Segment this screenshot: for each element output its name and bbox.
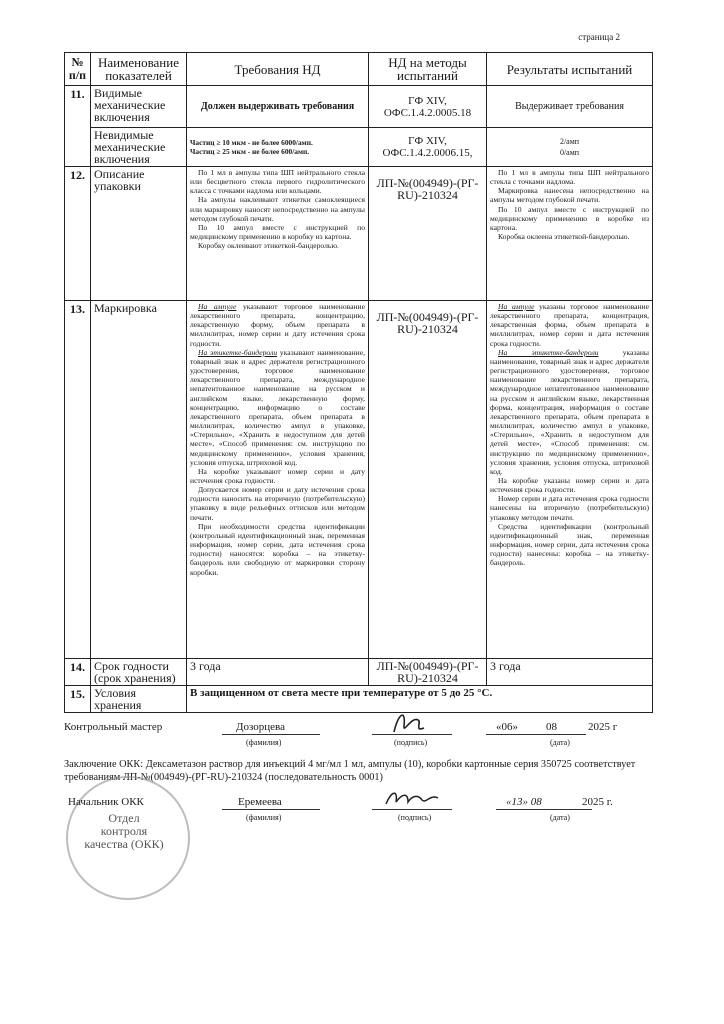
row-method: ГФ XIV, ОФС.1.4.2.0005.18: [369, 86, 487, 128]
row-name: Маркировка: [91, 301, 187, 659]
req-lead: На этикетке-бандероли: [198, 347, 278, 357]
req-lead: На ампуле: [198, 302, 237, 311]
res-paragraph: указаны наименование, товарный знак и адрес держателя регистрационного удостоверения, торговое наименование лекарственного препарата, международное непатентованное наименование на русском и английском языке, лекарственная форма, концентрация, информация о составе лекарственного препарата, объем препарата в миллилитрах, количество ампул в упаковке, «Стерильно», «Хранить в недоступном для детей месте», «Способ применения: см. инструкцию по медицинскому применению», условия хранения, условия отпуска, штриховой код.: [490, 347, 649, 476]
row-name: Видимые механические включения: [91, 86, 187, 128]
req-paragraph: По 1 мл в ампулы типа ШП нейтрального стекла или бесцветного стекла первого гидролитического класса с точками надлома или кольцами.: [190, 168, 365, 196]
control-master-name: Дозорцева: [236, 721, 285, 733]
table-row: [65, 86, 653, 128]
table-row: [65, 128, 653, 167]
date-day: «06»: [496, 721, 518, 733]
date-caption: (дата): [550, 738, 570, 747]
row-name: Описание упаковки: [91, 167, 187, 301]
row-num: 12.: [65, 167, 91, 301]
results-table: [64, 52, 653, 713]
row-num: 13.: [65, 301, 91, 659]
req-paragraph: Коробку оклеивают этикеткой-бандеролью.: [198, 241, 339, 251]
table-row: [65, 686, 653, 713]
date-caption: (дата): [550, 813, 570, 822]
res-lead: На этикетке-бандероли: [498, 347, 599, 357]
row-name: Невидимые механические включения: [91, 128, 187, 167]
sign-caption: (подпись): [394, 738, 428, 747]
row-num: 11.: [65, 86, 91, 167]
control-master-label: Контрольный мастер: [64, 721, 163, 733]
name-caption: (фамилия): [246, 813, 282, 822]
row-method: ГФ XIV, ОФС.1.4.2.0006.15,: [369, 128, 487, 167]
res-paragraph: По 10 ампул вместе с инструкцией по медицинскому применению в коробке из картона.: [490, 204, 649, 232]
req-paragraph: По 10 ампул вместе с инструкцией по медицинскому применению в коробку из картона.: [190, 222, 365, 242]
res-paragraph: По 1 мл в ампулы типа ШП нейтрального стекла с точками надлома.: [490, 168, 649, 187]
res-paragraph: указаны торговое наименование лекарственного препарата, концентрация, лекарственная форма, объем препарата в миллилитрах, номер серии и дата истечения срока годности.: [490, 302, 649, 348]
res-paragraph: Коробка оклеена этикеткой-бандеролью.: [498, 232, 630, 242]
head-okk-year: 2025 г.: [582, 796, 613, 808]
row-req-line: Частиц ≥ 10 мкм - не более 6000/амп.: [190, 137, 313, 147]
name-caption: (фамилия): [246, 738, 282, 747]
req-paragraph: При необходимости средства идентификации (контрольный идентификационный знак, переменная информация, номер серии, дата истечения срока годности) наносятся: коробка – на этикетку-бандероль или свободную от маркировки сторону коробки.: [190, 521, 365, 577]
row-req-line: Частиц ≥ 25 мкм - не более 600/амп.: [190, 147, 310, 156]
table-row: [65, 301, 653, 659]
date-year: 2025 г: [588, 721, 618, 733]
req-paragraph: указывают наименование, товарный знак и адрес держателя регистрационного удостоверения, торговое наименование лекарственного препарата, международное непатентованное наименование на русском и английском языке, лекарственную форму, концентрацию, информацию о составе лекарственного препарата, объем препарата в миллилитрах, количество ампул в упаковке, «Стерильно», «Хранить в недоступном для детей месте», «Способ применения: см. инструкцию по медицинскому применению», условия хранения, условия отпуска, штриховой код.: [190, 347, 365, 467]
row-req: В защищенном от света месте при температуре от 5 до 25 °С.: [187, 686, 653, 713]
header-name: Наименование показателей: [91, 53, 187, 86]
row-method: ЛП-№(004949)-(РГ-RU)-210324: [369, 167, 487, 301]
header-result: Результаты испытаний: [487, 53, 653, 86]
row-result: 3 года: [487, 659, 653, 686]
res-paragraph: Номер серии и дата истечения срока годности нанесены на вторичную (потребительскую) упаковку методом печати.: [490, 494, 649, 522]
table-header: [65, 53, 653, 86]
conclusion: Заключение ОКК: Дексаметазон раствор для инъекций 4 мг/мл 1 мл, ампулы (10), коробки картонные серия 350725 соответствует требованиям ЛП-№(004949)-(РГ-RU)-210324 (последовательность 0001): [64, 759, 636, 783]
row-name: Срок годности (срок хранения): [91, 659, 187, 686]
row-result-line: 2/амп: [559, 137, 580, 146]
row-method: ЛП-№(004949)-(РГ-RU)-210324: [369, 659, 487, 686]
req-paragraph: Допускается номер серии и дату истечения срока годности наносить на вторичную (потребительскую) упаковку в виде рельефных оттисков или методом печати.: [190, 485, 365, 522]
row-num: 15.: [65, 686, 91, 713]
header-num: № п/п: [65, 53, 91, 86]
table-row: [65, 167, 653, 301]
head-okk-name: Еремеева: [238, 796, 282, 808]
row-name: Условия хранения: [91, 686, 187, 713]
table-row: [65, 659, 653, 686]
res-paragraph: На коробке указаны номер серии и дата истечения срока годности.: [490, 475, 649, 495]
date-month: 08: [546, 721, 557, 733]
row-req: Должен выдерживать требования: [187, 86, 369, 128]
res-paragraph: Маркировка нанесена непосредственно на ампулы методом глубокой печати.: [490, 186, 649, 205]
header-method: НД на методы испытаний: [369, 53, 487, 86]
req-paragraph: На ампулы наклеивают этикетки самоклеящиеся или маркировку наносят непосредственно на ампулы методом глубокой печати.: [190, 195, 365, 223]
head-okk-label: Начальник ОКК: [68, 796, 144, 808]
row-req: 3 года: [187, 659, 369, 686]
page-label: страница 2: [578, 32, 620, 42]
row-result: Выдерживает требования: [487, 86, 653, 128]
stamp-text: Отдел контроля качества (ОКК): [84, 811, 164, 851]
req-paragraph: указывают торговое наименование лекарственного препарата, концентрацию, лекарственную форму, объем препарата в миллилитрах, номер серии и дату истечения срока годности.: [190, 302, 365, 348]
head-okk-date: «13» 08: [506, 796, 542, 808]
row-method: ЛП-№(004949)-(РГ-RU)-210324: [369, 301, 487, 659]
row-num: 14.: [65, 659, 91, 686]
row-result-line: 0/амп: [559, 148, 580, 157]
header-req: Требования НД: [187, 53, 369, 86]
res-paragraph: Средства идентификации (контрольный идентификационный знак, переменная информация, номер серии, дата истечения срока годности) нанесены: коробка – на этикетку-бандероль.: [490, 521, 649, 568]
req-paragraph: На коробке указывают номер серии и дату истечения срока годности.: [190, 466, 365, 485]
sign-caption: (подпись): [398, 813, 432, 822]
res-lead: На ампуле: [498, 302, 535, 311]
